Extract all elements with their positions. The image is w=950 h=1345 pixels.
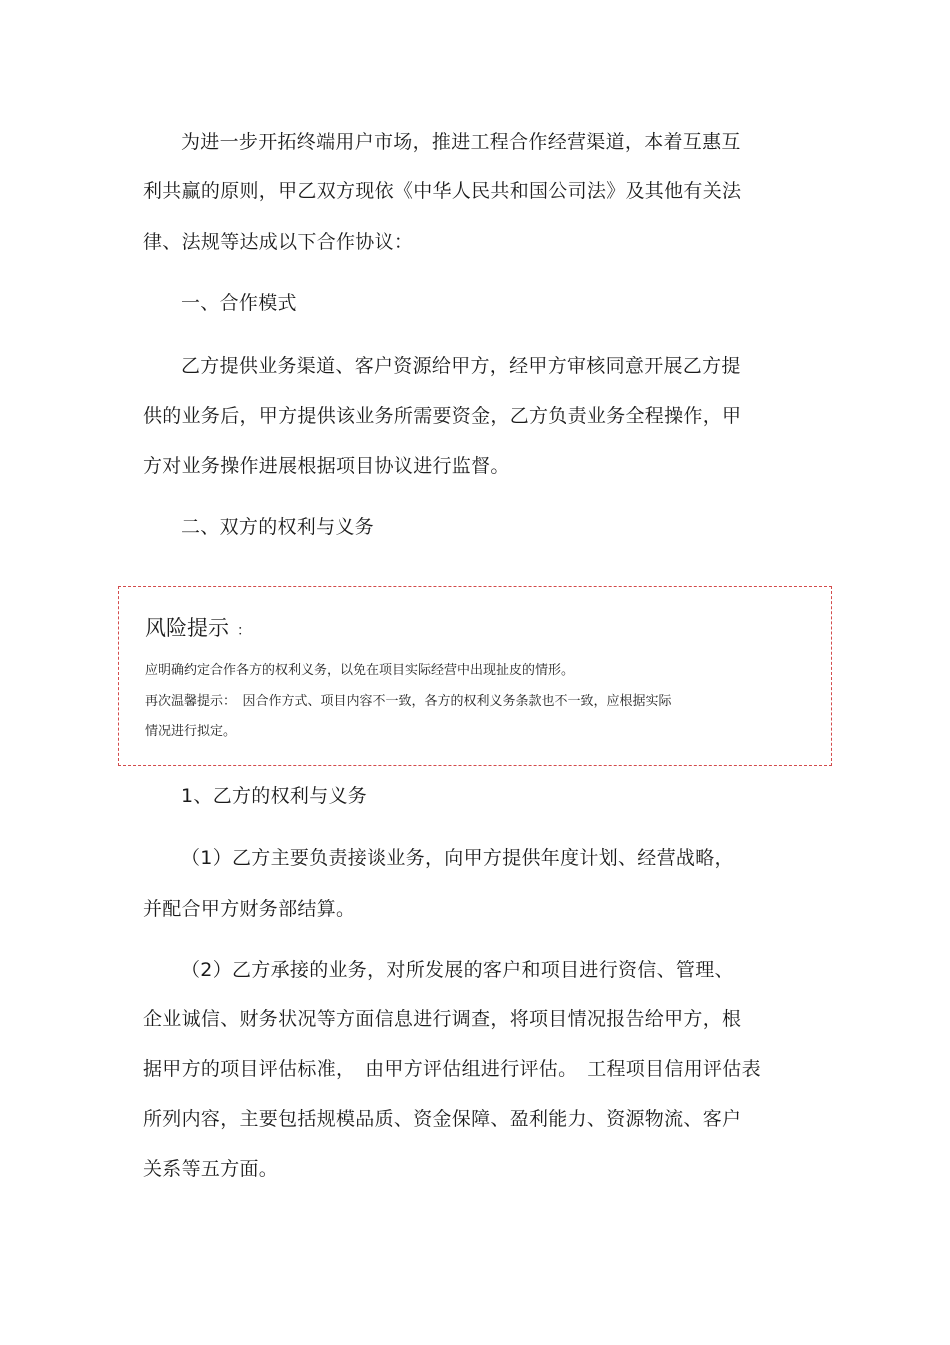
section1-line-3: 方对业务操作进展根据项目协议进行监督。 xyxy=(143,455,510,477)
risk-notice-box xyxy=(118,586,832,766)
item2-line-1: （2）乙方承接的业务，对所发展的客户和项目进行资信、管理、 xyxy=(181,959,734,981)
item1-line-1: （1）乙方主要负责接谈业务，向甲方提供年度计划、经营战略， xyxy=(181,847,734,869)
item1-line-2: 并配合甲方财务部结算。 xyxy=(143,898,356,920)
item2-line-4: 所列内容，主要包括规模品质、资金保障、盈利能力、资源物流、客户 xyxy=(143,1108,742,1130)
risk-notice-line-3: 情况进行拟定。 xyxy=(145,724,237,739)
intro-line-1: 为进一步开拓终端用户市场，推进工程合作经营渠道，本着互惠互 xyxy=(181,131,741,153)
item2-line-2: 企业诚信、财务状况等方面信息进行调查，将项目情况报告给甲方，根 xyxy=(143,1008,742,1030)
section2-heading: 二、双方的权利与义务 xyxy=(181,516,375,538)
item2-line-3: 据甲方的项目评估标准， 由甲方评估组进行评估。 工程项目信用评估表 xyxy=(143,1058,761,1080)
risk-notice-title-text: 风险提示 xyxy=(145,616,229,640)
risk-notice-title xyxy=(145,615,251,644)
intro-line-3: 律、法规等达成以下合作协议： xyxy=(143,231,414,253)
intro-line-2: 利共赢的原则，甲乙双方现依《中华人民共和国公司法》及其他有关法 xyxy=(143,180,742,202)
item2-line-5: 关系等五方面。 xyxy=(143,1158,279,1180)
section1-heading: 一、合作模式 xyxy=(181,292,297,314)
risk-notice-line-1: 应明确约定合作各方的权利义务，以免在项目实际经营中出现扯皮的情形。 xyxy=(145,663,575,678)
section1-line-2: 供的业务后，甲方提供该业务所需要资金，乙方负责业务全程操作，甲 xyxy=(143,405,742,427)
section1-line-1: 乙方提供业务渠道、客户资源给甲方，经甲方审核同意开展乙方提 xyxy=(181,355,741,377)
risk-notice-line-2: 再次温馨提示： 因合作方式、项目内容不一致，各方的权利义务条款也不一致，应根据实际 xyxy=(145,694,672,709)
risk-notice-colon: ： xyxy=(237,623,251,639)
sub1-heading: 1、乙方的权利与义务 xyxy=(181,785,368,807)
